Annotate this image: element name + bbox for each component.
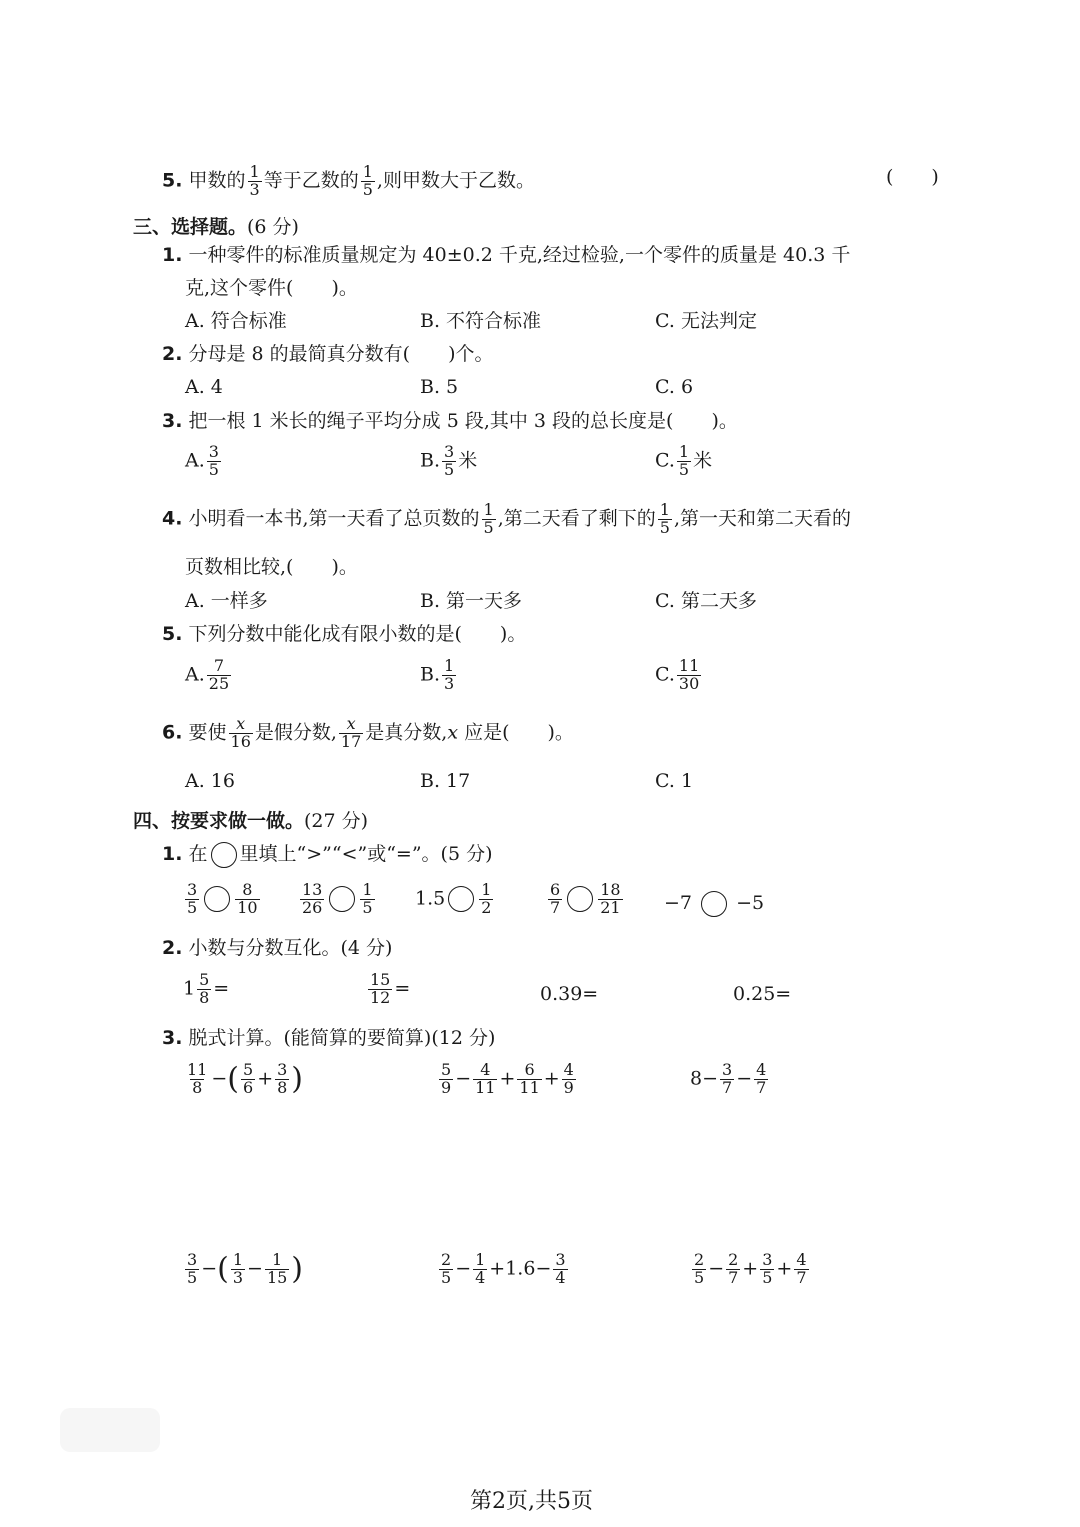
fraction: $\frac{1}{3}$ — [444, 656, 455, 693]
compare-item — [546, 882, 625, 917]
number: 1 — [183, 977, 196, 1000]
calc-expression: $\frac{11}{8}$ −( $\frac{5}{6}$ + $\frac{3}{8}$ ) — [187, 1060, 304, 1097]
question-number: 3. — [162, 1027, 183, 1049]
option-b[interactable]: B. 17 — [420, 770, 471, 792]
question-text: 把一根 1 米长的绳子平均分成 5 段,其中 3 段的总长度是( )。 — [188, 410, 738, 432]
option-label: A. — [185, 663, 205, 686]
calc-expression: 8− $\frac{3}{7}$ − $\frac{4}{7}$ — [690, 1060, 767, 1097]
section-heading — [133, 806, 368, 833]
compare-circle[interactable] — [567, 886, 593, 912]
option-label: A. — [185, 449, 205, 472]
answer-blank[interactable]: ( ) — [886, 166, 939, 188]
question-4-line2: 页数相比较,( )。 — [185, 556, 358, 578]
question-5 — [162, 625, 526, 644]
question-number: 2. — [162, 343, 183, 365]
question-text: 一种零件的标准质量规定为 40±0.2 千克,经过检验,一个零件的质量是 40.3 千 — [188, 244, 851, 266]
question-number: 6. — [162, 721, 183, 744]
question-6 — [162, 716, 574, 751]
fraction: $\frac{1}{5}$ — [483, 500, 494, 537]
option-c[interactable]: C. 无法判定 — [655, 310, 757, 332]
number: −7 — [664, 892, 693, 914]
fraction: $\frac{1}{5}$ — [362, 880, 373, 917]
option-c[interactable]: C. 第二天多 — [655, 590, 757, 612]
question-text: 应是( )。 — [458, 721, 574, 744]
option-label: B. — [420, 449, 441, 472]
calc-expression: $\frac{2}{5}$ − $\frac{1}{4}$ +1.6− $\frac{3}{4}$ — [441, 1250, 566, 1287]
fraction: $\frac{x}{17}$ — [340, 714, 362, 751]
option-b[interactable]: B. 5 — [420, 376, 459, 398]
question-text: 脱式计算。(能简算的要简算)(12 分) — [188, 1027, 496, 1049]
question-4-1 — [162, 842, 493, 868]
question-3 — [162, 412, 738, 431]
option-a[interactable]: A. 4 — [185, 376, 223, 398]
convert-item — [366, 972, 410, 1007]
section-heading — [133, 212, 299, 239]
option-c[interactable] — [655, 658, 703, 693]
question-text: ,第一天和第二天看的 — [673, 507, 852, 530]
option-label: C. — [655, 663, 675, 686]
compare-circle[interactable] — [448, 886, 474, 912]
question-text: ,第二天看了剩下的 — [497, 507, 656, 530]
equals-sign: = — [394, 977, 411, 1000]
question-4-2 — [162, 939, 392, 958]
convert-item: 0.39= — [540, 983, 599, 1005]
compare-circle[interactable] — [329, 886, 355, 912]
compare-item — [664, 891, 764, 917]
question-number: 1. — [162, 244, 183, 266]
option-b[interactable]: B. 第一天多 — [420, 590, 523, 612]
option-b[interactable] — [420, 444, 477, 479]
question-text: 是真分数, — [365, 721, 448, 744]
option-a[interactable] — [185, 444, 223, 479]
fraction: $\frac{3}{5}$ — [208, 442, 219, 479]
question-number: 3. — [162, 410, 183, 432]
question-text: 等于乙数的 — [263, 169, 359, 192]
unit: 米 — [458, 449, 478, 472]
question-text: 里填上“>”“<”或“=”。(5 分) — [239, 843, 493, 865]
question-text: 小数与分数互化。(4 分) — [188, 937, 393, 959]
calc-expression: $\frac{2}{5}$ − $\frac{2}{7}$ + $\frac{3}{5}$ + $\frac{4}{7}$ — [694, 1250, 807, 1287]
fraction: $\frac{1}{2}$ — [481, 880, 492, 917]
fraction: $\frac{3}{5}$ — [444, 442, 455, 479]
question-1-line2: 克,这个零件( )。 — [185, 277, 358, 299]
question-number: 2. — [162, 937, 183, 959]
option-b[interactable]: B. 不符合标准 — [420, 310, 542, 332]
option-a[interactable]: A. 一样多 — [185, 590, 268, 612]
fraction: $\frac{13}{26}$ — [302, 880, 323, 917]
option-a[interactable]: A. 16 — [185, 770, 235, 792]
option-label: C. — [655, 449, 675, 472]
question-4 — [162, 502, 851, 537]
question-text: 在 — [188, 843, 208, 865]
calc-expression: $\frac{3}{5}$ −( $\frac{1}{3}$ − $\frac{1}{15}$ ) — [187, 1250, 304, 1287]
fraction: $\frac{1}{5}$ — [362, 162, 373, 199]
compare-item — [298, 882, 377, 917]
number: −5 — [736, 892, 765, 914]
scan-smudge — [60, 1408, 160, 1452]
question-4-3 — [162, 1029, 495, 1048]
question-1 — [162, 246, 850, 265]
circle-icon — [211, 842, 237, 868]
option-label: B. — [420, 663, 441, 686]
calc-expression: $\frac{5}{9}$ − $\frac{4}{11}$ + $\frac{6}{11}$ + $\frac{4}{9}$ — [441, 1060, 574, 1097]
question-number: 1. — [162, 843, 183, 865]
option-c[interactable] — [655, 444, 712, 479]
question-number: 5. — [162, 623, 183, 645]
question-text: 下列分数中能化成有限小数的是( )。 — [188, 623, 527, 645]
fraction: $\frac{18}{21}$ — [600, 880, 621, 917]
fraction: $\frac{x}{16}$ — [230, 714, 251, 751]
option-c[interactable]: C. 6 — [655, 376, 694, 398]
page-footer: 第2页,共5页 — [470, 1489, 593, 1514]
section-title: 三、选择题。 — [133, 216, 248, 238]
fraction: $\frac{1}{3}$ — [249, 162, 260, 199]
compare-item — [415, 882, 495, 917]
fraction: $\frac{1}{5}$ — [659, 500, 670, 537]
option-b[interactable] — [420, 658, 458, 693]
compare-item — [183, 882, 262, 917]
fraction: $\frac{1}{5}$ — [678, 442, 690, 479]
question-text: ,则甲数大于乙数。 — [376, 169, 535, 192]
question-number: 4. — [162, 507, 183, 530]
fraction: $\frac{8}{10}$ — [237, 880, 258, 917]
fraction: $\frac{3}{5}$ — [187, 880, 198, 917]
fraction: $\frac{7}{25}$ — [208, 656, 230, 693]
question-text: 分母是 8 的最简真分数有( )个。 — [188, 343, 494, 365]
question-2 — [162, 345, 494, 364]
question-5-true-false — [162, 164, 535, 199]
question-text: 甲数的 — [188, 169, 246, 192]
compare-circle[interactable] — [204, 886, 230, 912]
number: 1.5 — [415, 887, 446, 910]
convert-item: 0.25= — [733, 983, 792, 1005]
convert-item — [183, 972, 229, 1007]
question-number: 5. — [162, 169, 183, 192]
section-points: (27 分) — [304, 810, 369, 832]
fraction: $\frac{6}{7}$ — [550, 880, 561, 917]
question-text: 是假分数, — [254, 721, 337, 744]
option-c[interactable]: C. 1 — [655, 770, 694, 792]
question-text: 小明看一本书,第一天看了总页数的 — [188, 507, 480, 530]
unit: 米 — [693, 449, 713, 472]
fraction: $\frac{15}{12}$ — [370, 970, 391, 1007]
variable: x — [447, 721, 459, 744]
fraction: $\frac{11}{30}$ — [678, 656, 700, 693]
equals-sign: = — [213, 977, 230, 1000]
fraction: $\frac{5}{8}$ — [199, 970, 210, 1007]
option-a[interactable]: A. 符合标准 — [185, 310, 287, 332]
section-points: (6 分) — [247, 216, 299, 238]
compare-circle[interactable] — [701, 891, 727, 917]
option-a[interactable] — [185, 658, 233, 693]
question-text: 要使 — [188, 721, 227, 744]
section-title: 四、按要求做一做。 — [133, 810, 305, 832]
